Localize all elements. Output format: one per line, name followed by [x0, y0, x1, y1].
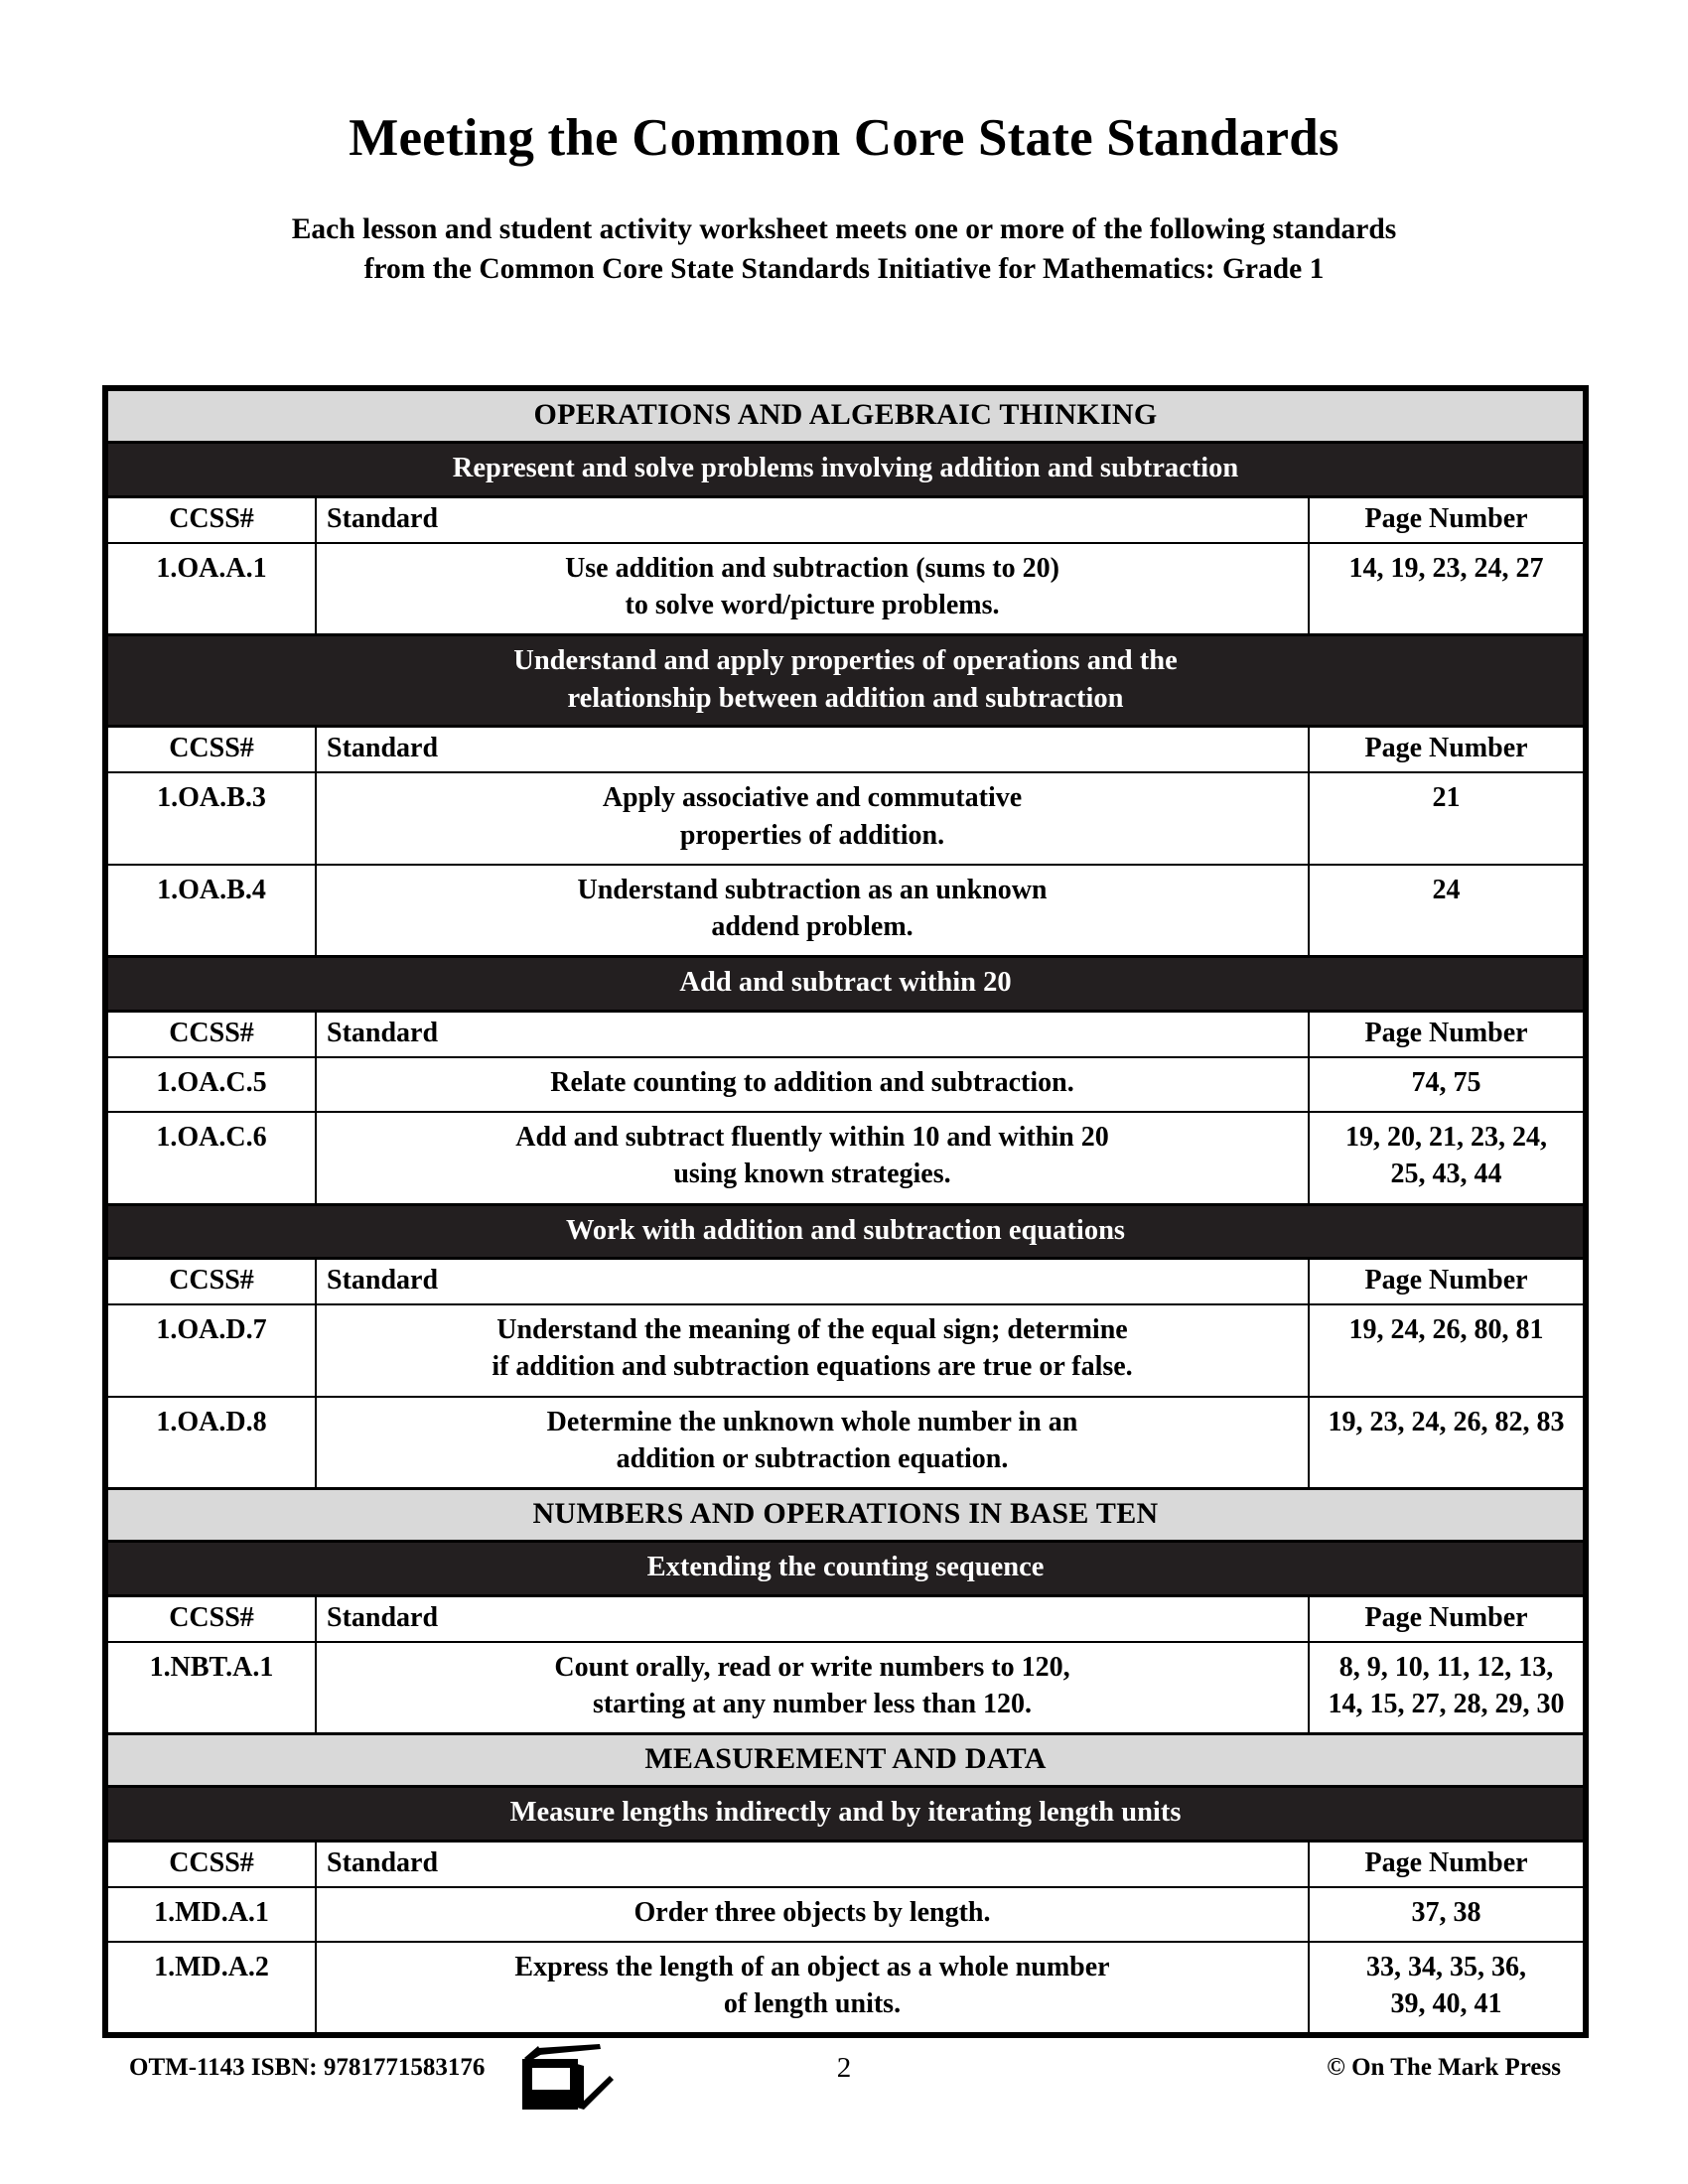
cell-page-numbers [1309, 1642, 1586, 1734]
page-numbers-line: 8, 9, 10, 11, 12, 13, [1338, 1651, 1554, 1683]
cell-ccss-code: 1.NBT.A.1 [105, 1642, 316, 1734]
cluster-title-line: Extending the counting sequence [646, 1552, 1045, 1583]
cell-ccss-code: 1.OA.B.4 [105, 865, 316, 957]
column-header-standard: Standard [316, 727, 1309, 773]
footer-copyright: © On The Mark Press [1327, 2054, 1561, 2081]
page-subtitle [0, 210, 1688, 289]
column-header-standard: Standard [316, 496, 1309, 543]
page-numbers-line: 39, 40, 41 [1390, 1988, 1502, 2020]
column-header-ccss: CCSS# [105, 1841, 316, 1887]
page-numbers-line: 25, 43, 44 [1390, 1159, 1502, 1190]
cell-standard-text [316, 543, 1309, 635]
cell-standard-text [316, 1942, 1309, 2035]
column-header-row [105, 1011, 1586, 1057]
page-numbers-line: 19, 24, 26, 80, 81 [1348, 1314, 1544, 1346]
table-row [105, 1942, 1586, 2035]
cluster-title [105, 443, 1586, 497]
cluster-title [105, 1204, 1586, 1259]
column-header-ccss: CCSS# [105, 1259, 316, 1305]
domain-banner-row [105, 1489, 1586, 1542]
domain-title: OPERATIONS AND ALGEBRAIC THINKING [105, 388, 1586, 443]
cell-standard-text [316, 1057, 1309, 1112]
column-header-page: Page Number [1309, 496, 1586, 543]
table-row [105, 543, 1586, 635]
page-numbers-line: 19, 23, 24, 26, 82, 83 [1328, 1406, 1565, 1437]
cluster-title-line: Add and subtract within 20 [679, 967, 1012, 999]
table-row [105, 1887, 1586, 1942]
standard-text-line: Relate counting to addition and subtraction. [550, 1066, 1074, 1098]
cell-page-numbers [1309, 1112, 1586, 1204]
column-header-page: Page Number [1309, 727, 1586, 773]
table-row [105, 1397, 1586, 1489]
table-row [105, 772, 1586, 864]
cluster-banner-row [105, 635, 1586, 727]
column-header-ccss: CCSS# [105, 496, 316, 543]
standard-text-line: Apply associative and commutative [602, 782, 1023, 814]
page-numbers-line: 21 [1432, 782, 1461, 814]
standard-text-line: Use addition and subtraction (sums to 20) [565, 552, 1059, 584]
column-header-ccss: CCSS# [105, 1011, 316, 1057]
cluster-title [105, 1542, 1586, 1596]
cell-page-numbers [1309, 1942, 1586, 2035]
cell-ccss-code: 1.OA.A.1 [105, 543, 316, 635]
cell-standard-text [316, 865, 1309, 957]
cell-standard-text [316, 1304, 1309, 1396]
standard-text-line: Determine the unknown whole number in an [546, 1406, 1078, 1437]
cell-standard-text [316, 1642, 1309, 1734]
cell-ccss-code: 1.OA.C.5 [105, 1057, 316, 1112]
page-number: 2 [836, 2052, 852, 2084]
column-header-page: Page Number [1309, 1259, 1586, 1305]
cell-page-numbers [1309, 772, 1586, 864]
cell-standard-text [316, 772, 1309, 864]
cluster-banner-row [105, 1787, 1586, 1842]
cell-page-numbers [1309, 1057, 1586, 1112]
cell-page-numbers [1309, 865, 1586, 957]
page-title: Meeting the Common Core State Standards [349, 109, 1339, 167]
standard-text-line: Count orally, read or write numbers to 120, [554, 1651, 1070, 1683]
cell-ccss-code: 1.OA.C.6 [105, 1112, 316, 1204]
column-header-standard: Standard [316, 1595, 1309, 1642]
page-numbers-line: 19, 20, 21, 23, 24, [1345, 1122, 1547, 1154]
standard-text-line: addition or subtraction equation. [616, 1442, 1009, 1474]
cell-ccss-code: 1.MD.A.2 [105, 1942, 316, 2035]
page-footer [0, 2040, 1688, 2110]
table-row [105, 1057, 1586, 1112]
column-header-row [105, 727, 1586, 773]
standard-text-line: if addition and subtraction equations are true or false. [492, 1351, 1133, 1383]
page-numbers-line: 74, 75 [1411, 1066, 1481, 1098]
standard-text-line: starting at any number less than 120. [592, 1688, 1033, 1719]
cell-standard-text [316, 1887, 1309, 1942]
cell-ccss-code: 1.MD.A.1 [105, 1887, 316, 1942]
footer-isbn: OTM-1143 ISBN: 9781771583176 [129, 2054, 486, 2081]
standard-text-line: addend problem. [711, 911, 914, 942]
column-header-page: Page Number [1309, 1011, 1586, 1057]
cell-ccss-code: 1.OA.D.7 [105, 1304, 316, 1396]
column-header-page: Page Number [1309, 1595, 1586, 1642]
cluster-banner-row [105, 957, 1586, 1012]
standard-text-line: Add and subtract fluently within 10 and within 20 [515, 1122, 1109, 1154]
column-header-ccss: CCSS# [105, 727, 316, 773]
cluster-title-line: Understand and apply properties of operations and the [513, 645, 1178, 677]
subtitle-line-2: from the Common Core State Standards Initiative for Mathematics: Grade 1 [363, 252, 1325, 285]
table-row [105, 865, 1586, 957]
cell-standard-text [316, 1397, 1309, 1489]
standard-text-line: using known strategies. [673, 1159, 951, 1190]
cluster-banner-row [105, 1204, 1586, 1259]
standard-text-line: of length units. [723, 1988, 902, 2020]
standards-table-body [105, 388, 1586, 2035]
cell-page-numbers [1309, 1304, 1586, 1396]
cluster-title [105, 1787, 1586, 1842]
cluster-title [105, 957, 1586, 1012]
subtitle-line-1: Each lesson and student activity worksheet meets one or more of the following standards [291, 213, 1397, 245]
domain-title: MEASUREMENT AND DATA [105, 1734, 1586, 1787]
column-header-standard: Standard [316, 1259, 1309, 1305]
domain-banner-row [105, 1734, 1586, 1787]
cell-ccss-code: 1.OA.B.3 [105, 772, 316, 864]
cluster-title-line: relationship between addition and subtraction [567, 682, 1124, 714]
column-header-standard: Standard [316, 1841, 1309, 1887]
cluster-title-line: Work with addition and subtraction equations [566, 1214, 1126, 1246]
standard-text-line: properties of addition. [679, 819, 945, 851]
column-header-row [105, 1259, 1586, 1305]
standard-text-line: to solve word/picture problems. [625, 589, 1000, 620]
page-numbers-line: 24 [1432, 874, 1461, 905]
cell-page-numbers [1309, 1887, 1586, 1942]
cell-standard-text [316, 1112, 1309, 1204]
page-numbers-line: 14, 19, 23, 24, 27 [1348, 552, 1544, 584]
domain-title: NUMBERS AND OPERATIONS IN BASE TEN [105, 1489, 1586, 1542]
column-header-row [105, 1595, 1586, 1642]
cell-page-numbers [1309, 543, 1586, 635]
cluster-title [105, 635, 1586, 727]
standard-text-line: Understand the meaning of the equal sign; determine [496, 1314, 1128, 1346]
cluster-banner-row [105, 443, 1586, 497]
table-row [105, 1112, 1586, 1204]
page-numbers-line: 14, 15, 27, 28, 29, 30 [1328, 1688, 1565, 1719]
table-row [105, 1642, 1586, 1734]
standard-text-line: Express the length of an object as a whole number [514, 1952, 1110, 1983]
column-header-standard: Standard [316, 1011, 1309, 1057]
standard-text-line: Order three objects by length. [633, 1896, 991, 1928]
cluster-title-line: Measure lengths indirectly and by iterating length units [509, 1797, 1182, 1829]
cell-page-numbers [1309, 1397, 1586, 1489]
standards-table [102, 385, 1589, 2038]
cell-ccss-code: 1.OA.D.8 [105, 1397, 316, 1489]
column-header-row [105, 496, 1586, 543]
table-row [105, 1304, 1586, 1396]
domain-banner-row [105, 388, 1586, 443]
column-header-row [105, 1841, 1586, 1887]
standard-text-line: Understand subtraction as an unknown [577, 874, 1048, 905]
cluster-banner-row [105, 1542, 1586, 1596]
column-header-page: Page Number [1309, 1841, 1586, 1887]
column-header-ccss: CCSS# [105, 1595, 316, 1642]
page-numbers-line: 33, 34, 35, 36, [1366, 1952, 1526, 1983]
page-numbers-line: 37, 38 [1411, 1896, 1481, 1928]
cluster-title-line: Represent and solve problems involving addition and subtraction [452, 453, 1239, 483]
